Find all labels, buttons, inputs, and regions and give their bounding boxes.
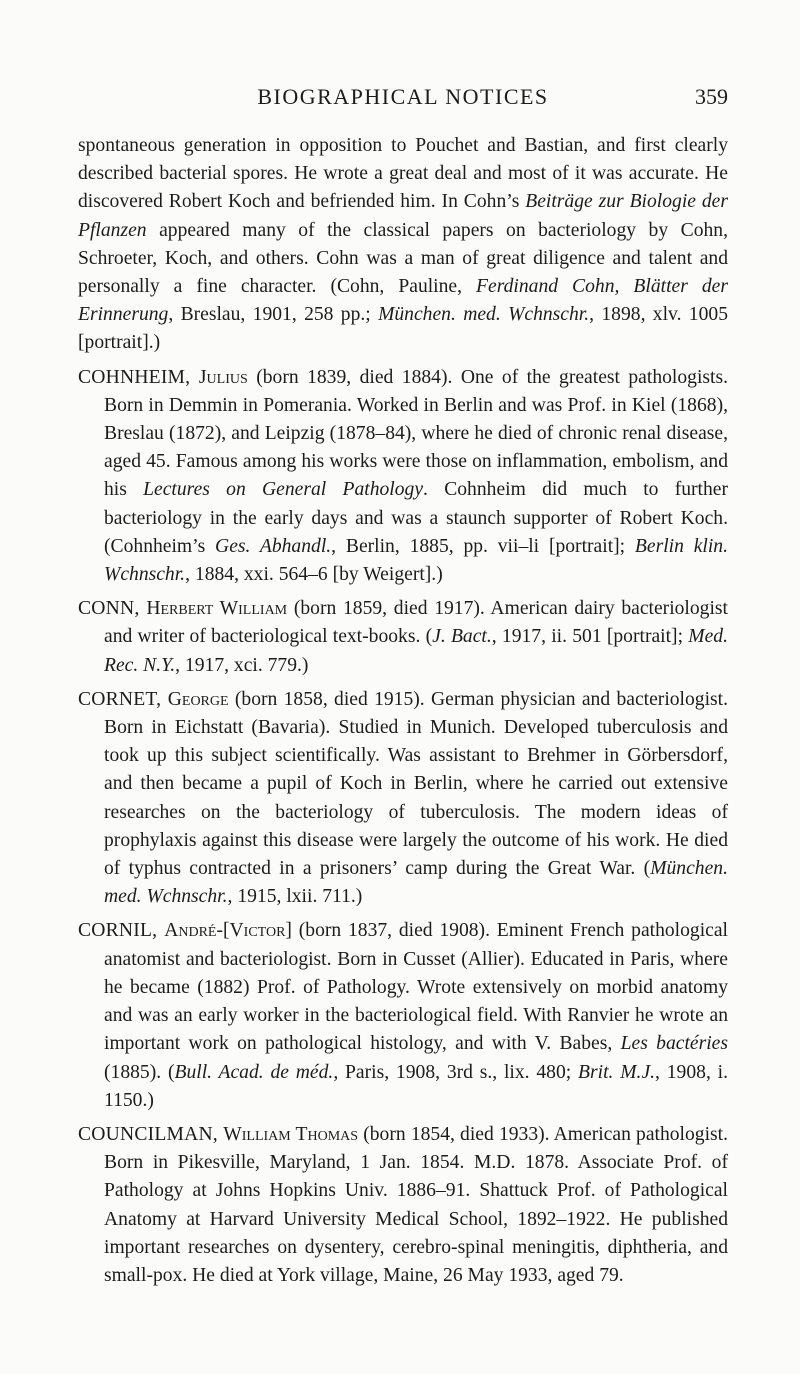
citation-title: München. med. Wchnschr. <box>378 304 590 326</box>
entry-councilman <box>78 1121 728 1290</box>
entry-text: (1885). ( <box>104 1061 175 1083</box>
entry-text: . Cohnheim did much to further bacteriology in the early days and was a staunch supporter of Robert Koch. (Cohnheim’s <box>104 479 729 557</box>
entry-given-name: William Thomas <box>223 1123 359 1145</box>
entry-text: (born 1839, died 1884). One of the greatest pathologists. Born in Demmin in Pomerania. Worked in Berlin and was Prof. in Kiel (1868), Breslau (1872), and Leipzig (1878–84), where he died of chronic renal disease, aged 45. Famous among his works were those on inflammation, embolism, and his <box>104 366 728 501</box>
citation-title: Les bactéries <box>620 1033 728 1055</box>
page-body <box>78 132 728 1296</box>
entry-surname: COHNHEIM, <box>78 366 199 388</box>
entry-cornet <box>78 686 728 912</box>
citation-title: Berlin klin. Wchnschr. <box>104 535 728 586</box>
entry-text: (born 1859, died 1917). American dairy bacteriologist and writer of bacteriological text-books. ( <box>104 598 728 648</box>
entry-given-name: Herbert William <box>146 598 288 620</box>
citation-title: Beiträge zur Biologie der Pflanzen <box>78 191 728 241</box>
citation-title: J. Bact. <box>432 626 492 648</box>
entry-surname: CONN, <box>78 598 147 620</box>
entry-text: , 1898, xlv. 1005 [portrait].) <box>78 304 728 354</box>
entry-text: , 1908, i. 1150.) <box>104 1061 728 1111</box>
citation-title: Ges. Abhandl. <box>215 535 332 557</box>
entry-text: appeared many of the classical papers on bacteriology by Cohn, Schroeter, Koch, and others. Cohn was a man of great diligence and talent and personally a fine character. (Cohn, Pauline, <box>78 219 728 298</box>
page-header <box>78 84 728 114</box>
citation-title: Lectures on General Pathology <box>143 479 424 501</box>
entry-text: (born 1858, died 1915). German physician and bacteriologist. Born in Eichstatt (Bavaria). Studied in Munich. Developed tuberculosis and took up this subject scientifically. Was assistant to Brehmer in Görbersdorf, and then became a pupil of Koch in Berlin, where he carried out extensive researches on the bacteriology of tuberculosis. The modern ideas of prophylaxis against this disease were largely the outcome of his work. He died of typhus contracted in a prisoners’ camp during the Great War. ( <box>104 688 729 880</box>
entry-text: , 1915, lxii. 711.) <box>227 886 363 908</box>
entry-text: , Paris, 1908, 3rd s., lix. 480; <box>333 1061 579 1083</box>
entry-text: spontaneous generation in opposition to Pouchet and Bastian, and first clearly described bacterial spores. He wrote a great deal and most of it was accurate. He discovered Robert Koch and befriended him. In Cohn’s <box>78 135 728 213</box>
entry-text: , 1917, ii. 501 [portrait]; <box>491 626 689 648</box>
entry-given-name: André-[Victor] <box>164 920 292 942</box>
page-number: 359 <box>695 84 728 109</box>
citation-title: Brit. M.J. <box>578 1061 656 1083</box>
entry-text: (born 1854, died 1933). American pathologist. Born in Pikesville, Maryland, 1 Jan. 1854. M.D. 1878. Associate Prof. of Pathology at Johns Hopkins Univ. 1886–91. Shattuck Prof. of Pathological Anatomy at Harvard University Medical School, 1892–1922. He published important researches on dysentery, cerebro-spinal meningitis, diphtheria, and small-pox. He died at York village, Maine, 26 May 1933, aged 79. <box>104 1123 729 1286</box>
citation-title: Ferdinand Cohn, Blätter der Erinnerung <box>78 276 728 326</box>
entry-cohn-continued <box>78 132 728 358</box>
entry-surname: CORNET, <box>78 688 168 710</box>
citation-title: Med. Rec. N.Y. <box>104 626 728 676</box>
entry-text: , Berlin, 1885, pp. vii–li [portrait]; <box>331 535 635 557</box>
entry-surname: CORNIL, <box>78 920 165 942</box>
entry-surname: COUNCILMAN, <box>78 1123 224 1145</box>
entry-text: , 1917, xci. 779.) <box>175 654 309 676</box>
entry-text: , Breslau, 1901, 258 pp.; <box>168 304 379 326</box>
citation-title: Bull. Acad. de méd. <box>174 1061 334 1083</box>
citation-title: München. med. Wchnschr. <box>104 858 728 908</box>
entry-given-name: George <box>167 688 229 710</box>
entry-text: , 1884, xxi. 564–6 [by Weigert].) <box>185 564 443 586</box>
running-head: BIOGRAPHICAL NOTICES <box>257 84 549 109</box>
entry-cohnheim <box>78 364 728 590</box>
entry-cornil <box>78 917 728 1114</box>
entry-given-name: Julius <box>198 366 248 388</box>
entry-conn <box>78 595 728 680</box>
entry-text: (born 1837, died 1908). Eminent French pathological anatomist and bacteriologist. Born in Cusset (Allier). Educated in Paris, where he became (1882) Prof. of Pathology. Wrote extensively on morbid anatomy and was an early worker in the bacteriological field. With Ranvier he wrote an important work on pathological histology, and with V. Babes, <box>104 920 728 1055</box>
